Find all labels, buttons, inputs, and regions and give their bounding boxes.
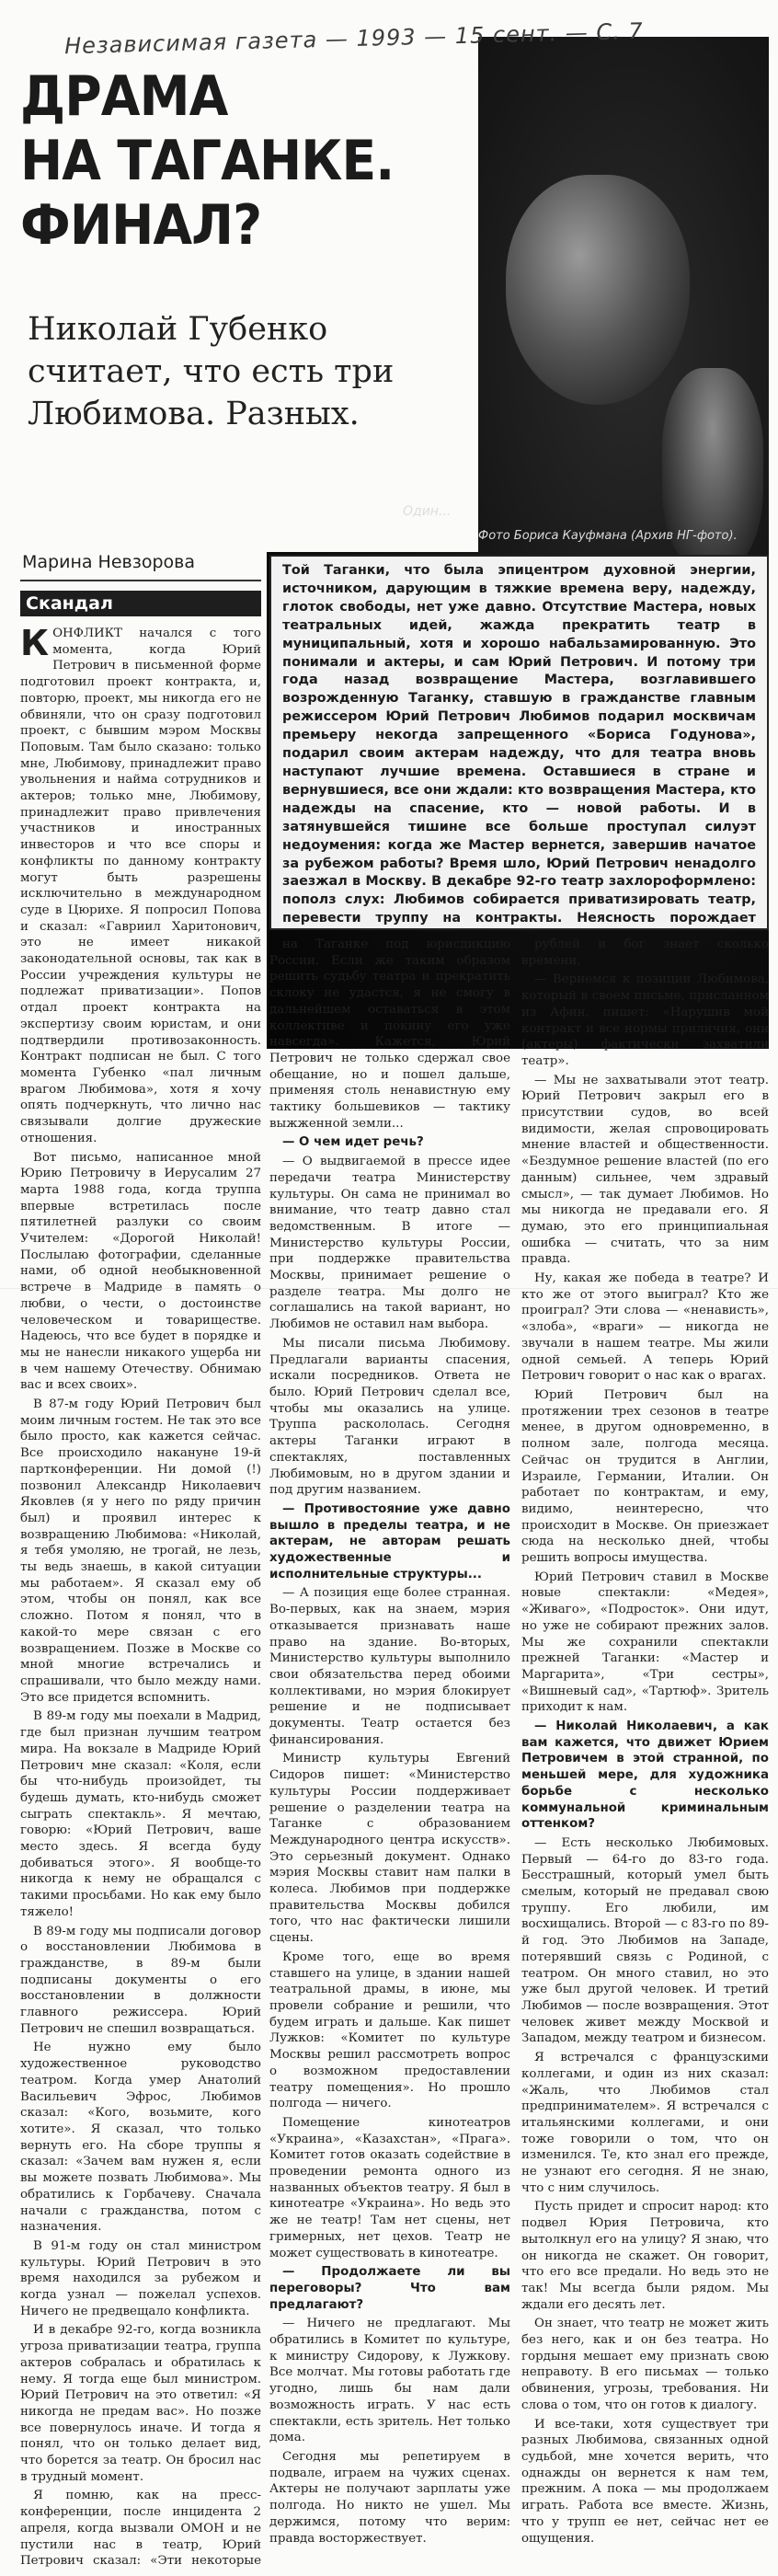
portrait-face [506,175,690,405]
article-paragraph: — Продолжаете ли вы переговоры? Что вам предлагают? [269,2265,510,2312]
article-paragraph: — Есть несколько Любимовых. Первый — 64-го до 83-го года. Бесстрашный, который умел быть смелым, который не предавал свою труппу. Его любили, им восхищались. Второй — с 83-го по 89-й год. Это Любимов на Западе, потерявший связь с Родиной, с театром. Он много ставил, но это уже был другой человек. И третий Любимов — после возвращения. Этот человек живет между Москвой и Западом, между театром и бизнесом. [521,1835,769,2046]
article-paragraph: — Ничего не предлагают. Мы обратились в Комитет по культуре, к министру Сидорову, к Лужкову. Все молчат. Мы готовы работать где угодно, лишь бы нам дали возможность играть. У нас есть спектакли, есть зритель. Нет только дома. [269,2317,510,2445]
section-label: Скандал [20,591,261,616]
article-paragraph: И все-таки, хотя существует три разных Любимова, связанных одной судьбой, мне хочется верить, что однажды он вернется к нам тем, прежним. А пока — мы продолжаем играть. Работа все вместе. Жизнь, что у трупп ее нет, сейчас нет ее ощущения. [521,2417,769,2546]
article-paragraph: — О чем идет речь? [282,1135,424,1150]
article-paragraph: Помещение кинотеатров «Украина», «Казахстан», «Прага». Комитет готов оказать содействие в проведении ремонта одного из названных объектов театру. Я был в кинотеатре «Украина». Но ведь это же не театр! Там нет сцены, нет гримерных, нет цехов. Театр не может существовать в кинотеатре. [269,2115,510,2260]
article-column-2 [269,937,510,2569]
article-paragraph: Министр культуры Евгений Сидоров пишет: «Министерство культуры России поддерживает решение о разделении театра на Таганке с образованием Международного центра искусств». Это серьезный документ. Однако мэрия Москвы ставит нам палки в колеса. Любимов при поддержке правительства Москвы добился того, что нас фактически лишили сцены. [269,1752,510,1946]
article-paragraph: Пусть придет и спросит народ: кто подвел Юрия Петровича, кто вытолкнул его на улицу? Я знаю, что он никогда не скажет. Он говорит, что его все предали. Но ведь это не так! Мы всегда были рядом. Мы ждали его десять лет. [521,2200,769,2312]
photo-caption: Один... [403,504,452,519]
article-paragraph: — А позиция еще более странная. Во-первых, как на знаем, мэрия отказывается признавать наше право на здание. Во-вторых, Министерство культуры выполнило свои обязательства перед обоими коллективами, но мэрия блокирует решение и не подписывает документы. Театр остается без финансирования. [269,1586,510,1747]
lead-paragraph: Той Таганки, что была эпицентром духовной энергии, источником, дарующим в тяжкие времена веру, надежду, глоток свободы, нет уже давно. Отсутствие Мастера, новых театральных идей, жажда прекратить театр в муниципальный, хотя и хорошо набальзамированную. Это понимали и актеры, и сам Юрий Петрович. И потому три года назад возвращение Мастера, возглавившего возрожденную Таганку, ставшую в гражданстве главным режиссером Юрий Петрович Любимов подарил москвичам премьеру некогда запрещенного «Бориса Годунова», подарил своим актерам надежду, что для театра вновь наступают лучшие времена. Оставшиеся в стране и вернувшиеся, все они ждали: кто возвращения Мастера, кто надежды на спасение, кто — новой работы. И в затянувшейся тишине все больше проступал силуэт недоумения: когда же Мастер вернется, завершив начатое за рубежом работы? Время шло, Юрий Петрович ненадолго заезжал в Москву. В декабре 92-го театр захлороформлено: пополз слух: Любимов собирается приватизировать театр, перевести труппу на контракты. Неясность порождает [269,555,769,930]
article-paragraph: Сегодня мы репетируем в подвале, играем на чужих сценах. Актеры не получают зарплаты уже полгода. Но никто не ушел. Мы держимся, потому что верим: правда восторжествует. [269,2449,510,2546]
article-paragraph: Мы писали письма Любимову. Предлагали варианты спасения, искали посредников. Ответа не было. Юрий Петрович сделал все, чтобы мы оказались на улице. Труппа раскололась. Сегодня актеры Таганки играют в спектаклях, поставленных Любимовым, но в другом здании и под другим названием. [269,1336,510,1498]
article-paragraph: Он знает, что театр не может жить без него, как и он без театра. Но гордыня мешает ему признать свою неправоту. В его письмах — только обвинения, угрозы, требования. Ни слова о том, что он готов к диалогу. [521,2317,769,2412]
article-paragraph: Кроме того, еще во время ставшего на улице, в здании нашей театральной драмы, в июне, мы провели собрание и решили, что будем играть и дальше. Как пишет Лужков: «Комитет по культуре Москвы решил рассмотреть вопрос о возможном предоставлении театру помещения». Но прошло полгода — ничего. [269,1949,510,2111]
article-paragraph: Ну, какая же победа в театре? И кто же от этого выиграл? Кто же проиграл? Эти слова — «ненависть», «злоба», «враги» — никогда не звучали в нашем театре. Мы жили одной семьей. А теперь Юрий Петрович говорит о нас как о врагах. [521,1271,769,1384]
article-paragraph: В 91-м году он стал министром культуры. Юрий Петрович в это время находился за рубежом и когда узнал — пожелал успехов. Ничего не предвещало конфликта. [20,2238,261,2318]
article-paragraph: Не нужно ему было художественное руководство театром. Когда умер Анатолий Васильевич Эфрос, Любимов сказал: «Кого, возьмите, кого хотите». Я сказал, что только вернуть его. На сборе труппы я сказал: «Зачем вам нужен я, если вы можете позвать Любимова». Мы обратились к Горбачеву. Сначала начали с гражданства, потом с назначения. [20,2041,261,2235]
headline-line-2: НА ТАГАНКЕ. [20,129,395,193]
article-paragraph: Вот письмо, написанное мной Юрию Петровичу в Иерусалим 27 марта 1988 года, когда труппа впервые встретилась после пятилетней разлуки со своим Учителем: «Дорогой Николай! Послылаю фотографии, сделанные нами, об одной необыкновенной встрече в Мадриде в память о любви, о чести, о достоинстве человеческом и товариществе. Надеюсь, что все будет в порядке и мы не нанесли никакого ущерба ни в чем нашему Отечеству. Обнимаю вас и всех своих». [20,1150,261,1393]
article-paragraph: — Николай Николаевич, а как вам кажется, что движет Юрием Петровичем в этой странной, по меньшей мере, для художника борьбе с несколько коммунальной криминальным оттенком? [521,1719,769,1832]
author-byline: Марина Невзорова [22,552,195,572]
article-paragraph: Я встречался с французскими коллегами, и один из них сказал: «Жаль, что Любимов стал предпринимателем». Я встречался с итальянскими коллегами, и они тоже говорили о том, что он изменился. Те, кто знал его прежде, не узнают его сегодня. Я не знаю, что с ним случилось. [521,2051,769,2195]
article-paragraph: рублей и бог знает сколько времени. [521,937,769,968]
article-paragraph: — Вернемся к позиции Любимова, который в своем письме, присланном из Афин, пишет: «Нарушив мой контракт и все нормы приличия, они (актеры) фактически захватили театр». [521,972,769,1068]
subheadline: Николай Губенко считает, что есть три Любимова. Разных. [28,311,395,432]
headline-line-3: ФИНАЛ? [20,193,262,258]
article-paragraph: КОНФЛИКТ начался с того момента, когда Юрий Петрович в письменной форме подготовил проект контракта, и, повторю, проект, мы никогда его не обвиняли, что он сразу подготовил проект, с бывшим мэром Москвы Поповым. Там было сказано: только мне, Любимову, принадлежит право увольнения и найма сотрудников и актеров; только мне, Любимову, принадлежит право привлечения участников и иностранных инвесторов и что все споры и конфликты по данному контракту могут быть разрешены исключительно в международном суде в Цюрихе. Я попросил Попова и сказал: «Гавриил Харитонович, это не имеет никакой законодательной основы, так как в России учреждения культуры не подлежат приватизации». Попов отдал проект контракта на экспертизу своим юристам, и они подтвердили противозаконность. Контракт подписан не был. С того момента Губенко «пал личным врагом Любимова», хотя я хочу опять подчеркнуть, что лично нас связывали долгие дружеские отношения. [20,626,261,1145]
article-paragraph: на Таганке под юрисдикцию России. Если же таким образом решить судьбу театра и прекратить склоку не удастся, я не смогу в дальнейшем оставаться в этом коллективе и покину его уже навсегда». Кажется, Юрий Петрович не только сдержал свое обещание, но и пошел дальше, применяя столь ненавистную ему тактику большевиков — тактику выжженной земли... [269,937,510,1131]
drop-cap: К [20,626,50,663]
article-paragraph: Я помню, как на пресс-конференции, после инцидента 2 апреля, когда вызвали ОМОН и не пустили нас в театр, Юрий Петрович сказал: «Эти некоторые [20,2489,261,2569]
article-paragraph: — О выдвигаемой в прессе идее передачи театра Министерству культуры. Он сама не принимал во внимание, что театр давно стал ведомственным. В итоге — Министерство культуры России, при поддержке правительства Москвы, принимает решение о разделе театра. Мы долго не соглашались на такой вариант, но Любимов не оставил нам выбора. [269,1155,510,1332]
article-paragraph: В 89-м году мы подписали договор о восстановлении Любимова в гражданстве, в 89-м были подписаны документы о его восстановлении в должности главного режиссера. Юрий Петрович не спешил возвращаться. [20,1924,261,2036]
handwritten-note: Независимая газета — 1993 — 15 сент. — С. 7 [63,17,645,60]
article-column-3 [521,937,769,2569]
article-paragraph: — Противостояние уже давно вышло в пределы театра, и не актерам, не авторам решать художественные и исполнительные структуры... [269,1501,510,1581]
article-column-1 [20,626,261,2569]
photo-credit: Фото Бориса Кауфмана (Архив НГ-фото). [478,529,738,543]
article-paragraph: В 87-м году Юрий Петрович был моим личным гостем. Не так это все было просто, как кажется сейчас. Все происходило накануне 19-й партконференции. Ни домой (!) позвонил Александр Николаевич Яковлев (я у него по ряду причин был) и проявил интерес к возвращению Любимова: «Николай, я тебя умоляю, не трогай, не лезь, ты ведь знаешь, в какой ситуации мы работаем». Я сказал ему об этом, чтобы он понял, как все сложно. Потом я понял, что в какой-то мере связан с его возвращением. Позже в Москве со мной многие встречались и спрашивали, что было между нами. Это все придется вспомнить. [20,1397,261,1705]
article-paragraph: — Мы не захватывали этот театр. Юрий Петрович закрыл его в присутствии судов, во всей видимости, желая спровоцировать мнение властей и общественности. «Бездумное решение властей (по его данным) сильнее, чем здравый смысл», — так думает Любимов. Но мы никогда не предавали его. Я думаю, это его принципиальная ошибка — считать, что за ним правда. [521,1073,769,1267]
article-paragraph: В 89-м году мы поехали в Мадрид, где был признан лучшим театром мира. На вокзале в Мадриде Юрий Петрович мне сказал: «Коля, если бы что-нибудь произойдет, ты будешь думать, кто-нибудь сможет сыграть спектакль». Я мечтаю, говорю: «Юрий Петрович, ваше место здесь. Я всегда буду добиваться этого». Я вообще-то никогда к нему не обращался с такими просьбами. Но как ему было тяжело! [20,1709,261,1919]
article-paragraph: И в декабре 92-го, когда возникла угроза приватизации театра, группа актеров собралась и обратилась к нему. Я тогда еще был министром. Юрий Петрович на это ответил: «Я никогда не предам вас». Но позже все повернулось иначе. И тогда я понял, что он только делает вид, что борется за театр. Он бросил нас в трудный момент. [20,2323,261,2484]
headline [20,64,443,258]
paper-fold [0,1288,778,1289]
headline-line-1: ДРАМА [20,64,228,129]
article-paragraph: Юрий Петрович был на протяжении трех сезонов в театре менее, в другом одновременно, в полном зале, полгода месяца. Сейчас он трудится в Англии, Израиле, Германии, Италии. Он работает по контрактам, и ему, видимо, неинтересно, что происходит в Москве. Он приезжает сюда на несколько дней, чтобы решить вопросы имущества. [521,1387,769,1566]
article-paragraph: Юрий Петрович ставил в Москве новые спектакли: «Медея», «Живаго», «Подросток». Они идут, но уже не собирают прежних залов. Мы же сохранили спектакли прежней Таганки: «Мастер и Маргарита», «Три сестры», «Вишневый сад», «Тартюф». Зритель приходит к нам. [521,1570,769,1715]
byline-rule [20,580,261,581]
